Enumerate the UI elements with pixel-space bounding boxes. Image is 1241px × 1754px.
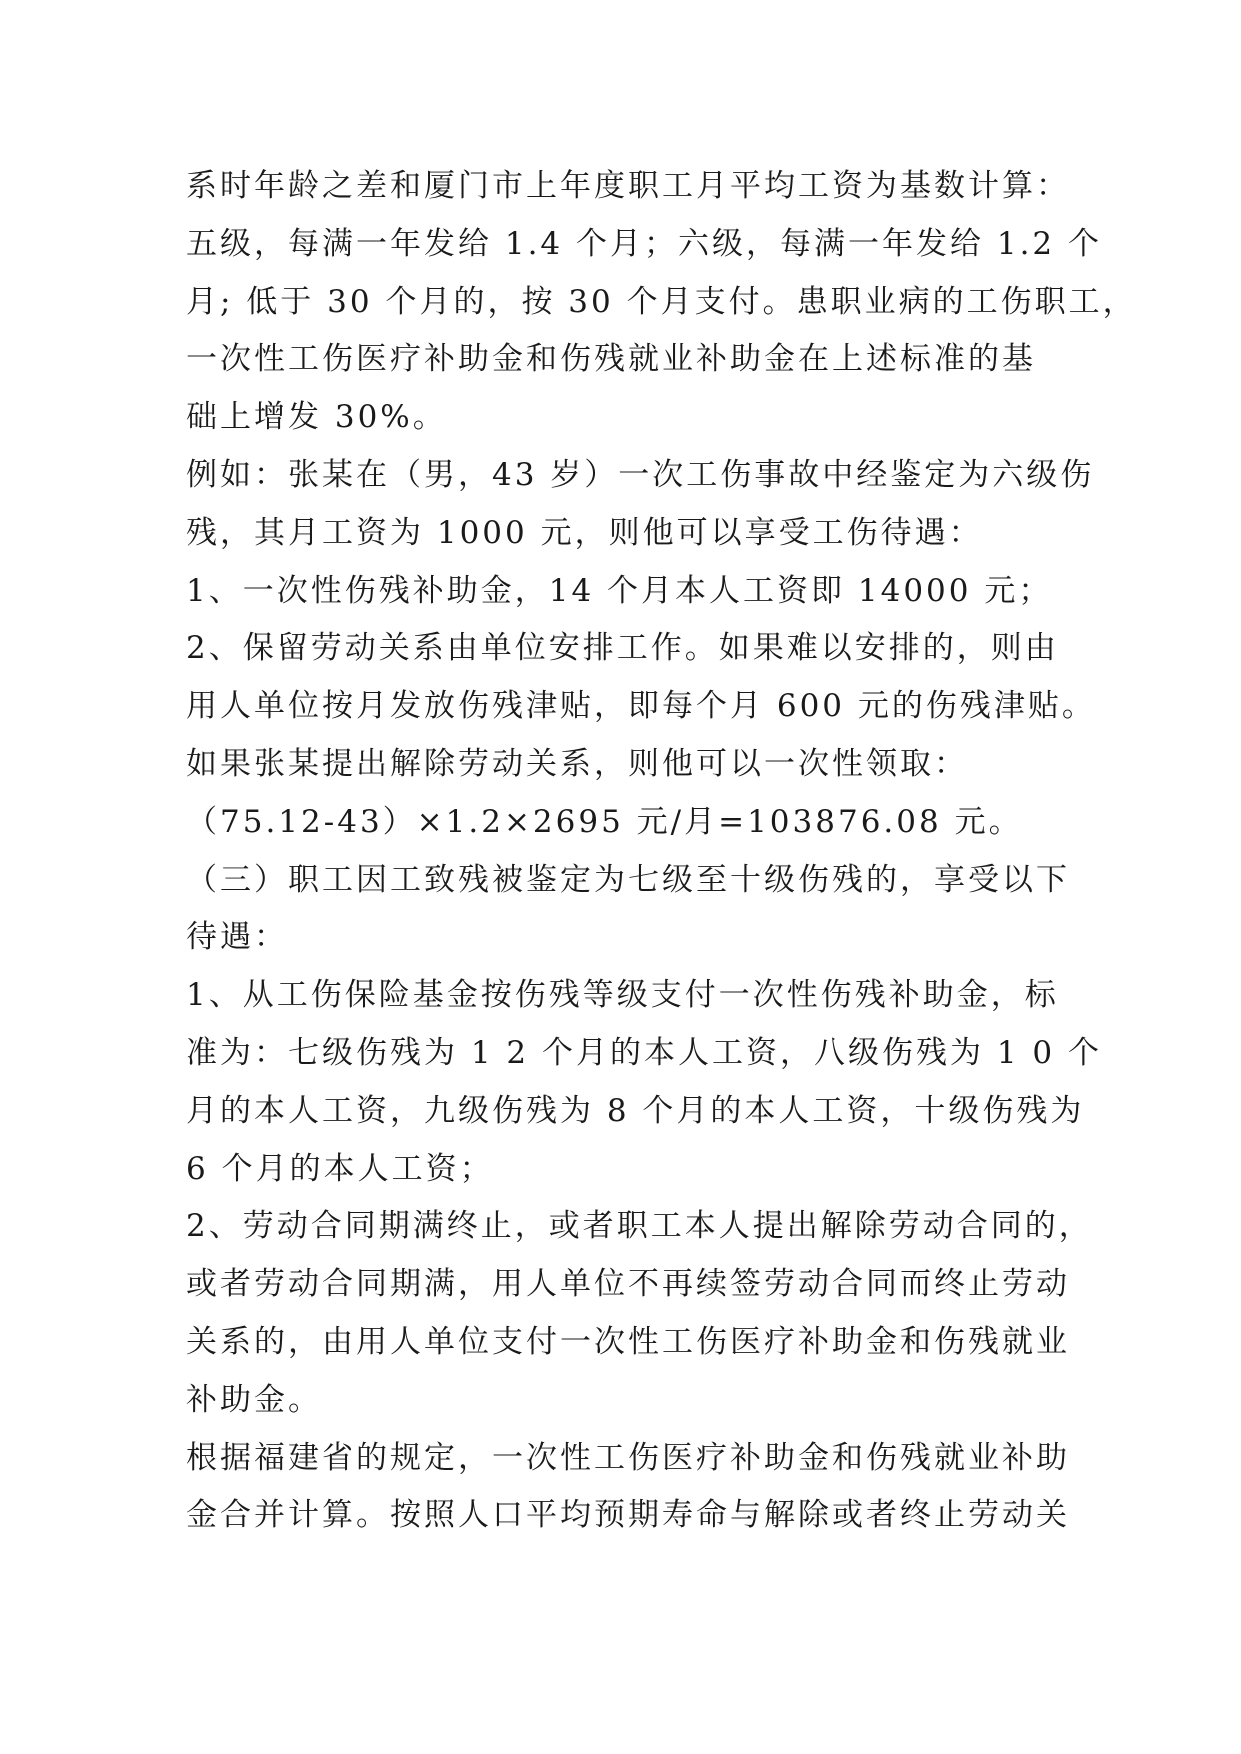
text-line: 准为：七级伤残为 1 2 个月的本人工资，八级伤残为 1 0 个 [186,1034,1103,1071]
text-line: 待遇： [186,919,288,956]
text-line: 五级，每满一年发给 1.4 个月；六级，每满一年发给 1.2 个 [186,225,1103,262]
document-body [186,158,1137,1545]
text-line: 或者劳动合同期满，用人单位不再续签劳动合同而终止劳动 [186,1266,1070,1303]
text-line: 用人单位按月发放伤残津贴，即每个月 600 元的伤残津贴。 [186,688,1096,725]
text-line: （75.12-43）×1.2×2695 元/月=103876.08 元。 [186,803,1023,840]
text-line: 月的本人工资，九级伤残为 8 个月的本人工资，十级伤残为 [186,1092,1085,1129]
text-line: 系时年龄之差和厦门市上年度职工月平均工资为基数计算： [186,168,1070,204]
text-line: 根据福建省的规定，一次性工伤医疗补助金和伤残就业补助 [186,1439,1070,1476]
text-line: 如果张某提出解除劳动关系，则他可以一次性领取： [186,745,968,782]
text-line: 关系的，由用人单位支付一次性工伤医疗补助金和伤残就业 [186,1323,1070,1360]
text-line: 1、从工伤保险基金按伤残等级支付一次性伤残补助金，标 [186,977,1059,1014]
text-line: 2、劳动合同期满终止，或者职工本人提出解除劳动合同的， [186,1208,1093,1245]
text-line: （三）职工因工致残被鉴定为七级至十级伤残的，享受以下 [186,861,1070,898]
text-line: 6 个月的本人工资； [186,1150,494,1187]
text-line: 2、保留劳动关系由单位安排工作。如果难以安排的，则由 [186,630,1059,667]
text-line: 残，其月工资为 1000 元，则他可以享受工伤待遇： [186,514,983,551]
text-line: 1、一次性伤残补助金，14 个月本人工资即 14000 元； [186,572,1053,609]
text-line: 补助金。 [186,1381,322,1418]
text-line: 金合并计算。按照人口平均预期寿命与解除或者终止劳动关 [186,1497,1070,1534]
text-line: 础上增发 30%。 [186,399,447,436]
text-line: 例如：张某在（男，43 岁）一次工伤事故中经鉴定为六级伤 [186,456,1095,493]
text-line: 一次性工伤医疗补助金和伤残就业补助金在上述标准的基 [186,341,1036,378]
text-line: 月; 低于 30 个月的，按 30 个月支付。患职业病的工伤职工， [186,283,1137,320]
